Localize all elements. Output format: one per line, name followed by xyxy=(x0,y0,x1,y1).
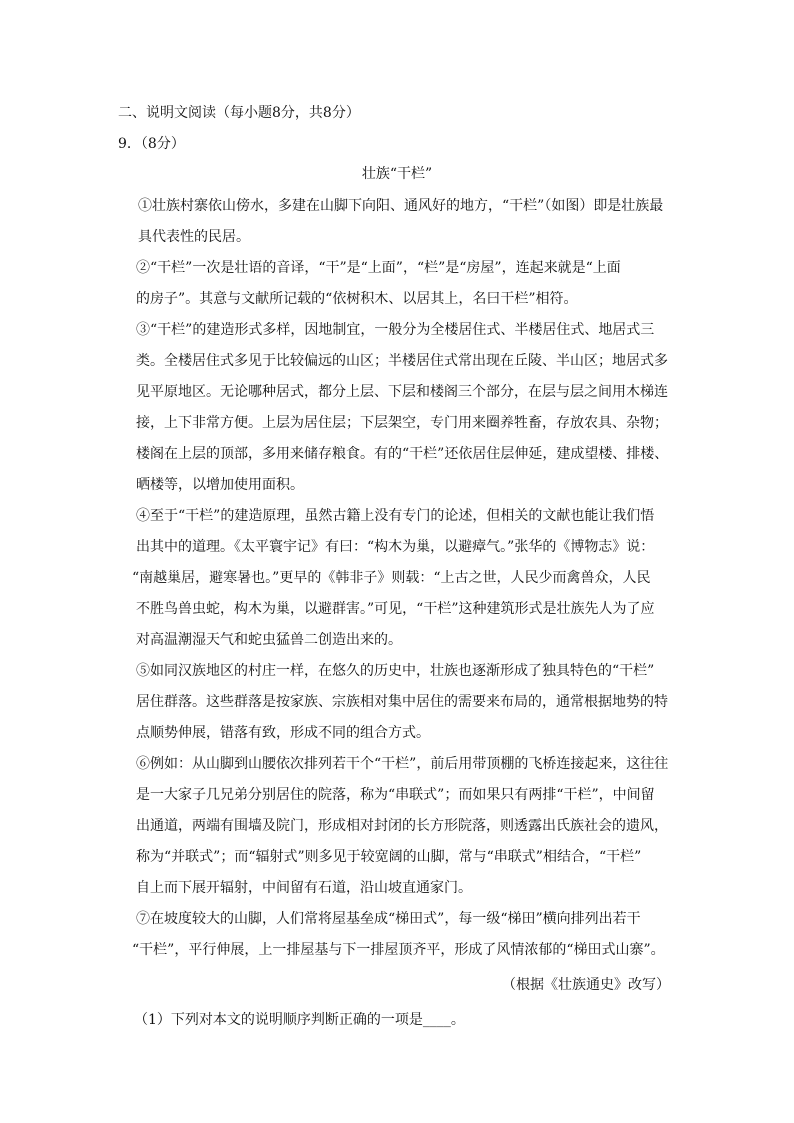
section-header: 二、说明文阅读（每小题8分，共8分） xyxy=(118,105,360,121)
article-line: 居住群落。这些群落是按家族、宗族相对集中居住的需要来布局的，通常根据地势的特 xyxy=(136,694,668,710)
article-line: ⑤如同汉族地区的村庄一样，在悠久的历史中，壮族也逐渐形成了独具特色的“干栏” xyxy=(136,663,655,679)
article-line: ①壮族村寨依山傍水，多建在山脚下向阳、通风好的地方，“干栏”（如图）即是壮族最 xyxy=(138,198,664,214)
article-line: 的房子”。其意与文献所记载的“依树积木、以居其上，名曰干栏”相符。 xyxy=(136,291,578,307)
article-line: ②“干栏”一次是壮语的音译，“干”是“上面”，“栏”是“房屋”，连起来就是“上面 xyxy=(136,260,621,276)
article-line: ④至于“干栏”的建造原理，虽然古籍上没有专门的论述，但相关的文献也能让我们悟 xyxy=(136,508,655,524)
article-line: 对高温潮湿天气和蛇虫猛兽二创造出来的。 xyxy=(136,632,402,648)
article-line: “南越巢居，避寒暑也。”更早的《韩非子》则载：“上古之世，人民少而禽兽众，人民 xyxy=(132,570,651,586)
article-line: 自上而下展开辐射，中间留有石道，沿山坡直通家门。 xyxy=(136,880,472,896)
article-line: 点顺势伸展，错落有致，形成不同的组合方式。 xyxy=(136,725,430,741)
article-line: ③“干栏”的建造形式多样，因地制宜，一般分为全楼居住式、半楼居住式、地居式三 xyxy=(136,322,655,338)
article-line: 出其中的道理。《太平寰宇记》有曰：“构木为巢，以避瘴气。”张华的《博物志》说： xyxy=(136,539,655,555)
article-line: 晒楼等，以增加使用面积。 xyxy=(136,477,304,493)
article-line: 见平原地区。无论哪种居式，都分上层、下层和楼阁三个部分，在层与层之间用木梯连 xyxy=(136,384,668,400)
article-line: 楼阁在上层的顶部，多用来储存粮食。有的“干栏”还依居住层伸延，建成望楼、排楼、 xyxy=(136,446,669,462)
article-title: 壮族“干栏” xyxy=(361,166,433,182)
article-line: 接，上下非常方便。上层为居住层；下层架空，专门用来圈养牲畜，存放农具、杂物； xyxy=(136,415,668,431)
source-note: （根据《壮族通史》改写） xyxy=(502,977,670,993)
article-line: 是一大家子几兄弟分别居住的院落，称为“串联式”；而如果只有两排“干栏”，中间留 xyxy=(136,787,655,803)
article-line: ⑦在坡度较大的山脚，人们常将屋基垒成“梯田式”，每一级“梯田”横向排列出若干 xyxy=(136,911,641,927)
article-line: 称为“并联式”；而“辐射式”则多见于较宽阔的山脚，常与“串联式”相结合，“干栏” xyxy=(136,849,642,865)
sub-question: （1）下列对本文的说明顺序判断正确的一项是____。 xyxy=(134,1012,465,1028)
article-line: ⑥例如：从山脚到山腰依次排列若干个“干栏”，前后用带顶棚的飞桥连接起来，这往往 xyxy=(136,756,669,772)
article-line: 类。全楼居住式多见于比较偏远的山区；半楼居住式常出现在丘陵、半山区；地居式多 xyxy=(136,353,668,369)
article-line: “干栏”，平行伸展，上一排屋基与下一排屋顶齐平，形成了风情浓郁的“梯田式山寨”。 xyxy=(132,942,665,958)
article-line: 具代表性的民居。 xyxy=(138,229,250,245)
article-line: 出通道，两端有围墙及院门，形成相对封闭的长方形院落，则透露出氏族社会的遗风， xyxy=(136,818,668,834)
question-number: 9．（8分） xyxy=(118,136,185,152)
article-line: 不胜鸟兽虫蛇，构木为巢，以避群害。”可见，“干栏”这种建筑形式是壮族先人为了应 xyxy=(136,601,655,617)
